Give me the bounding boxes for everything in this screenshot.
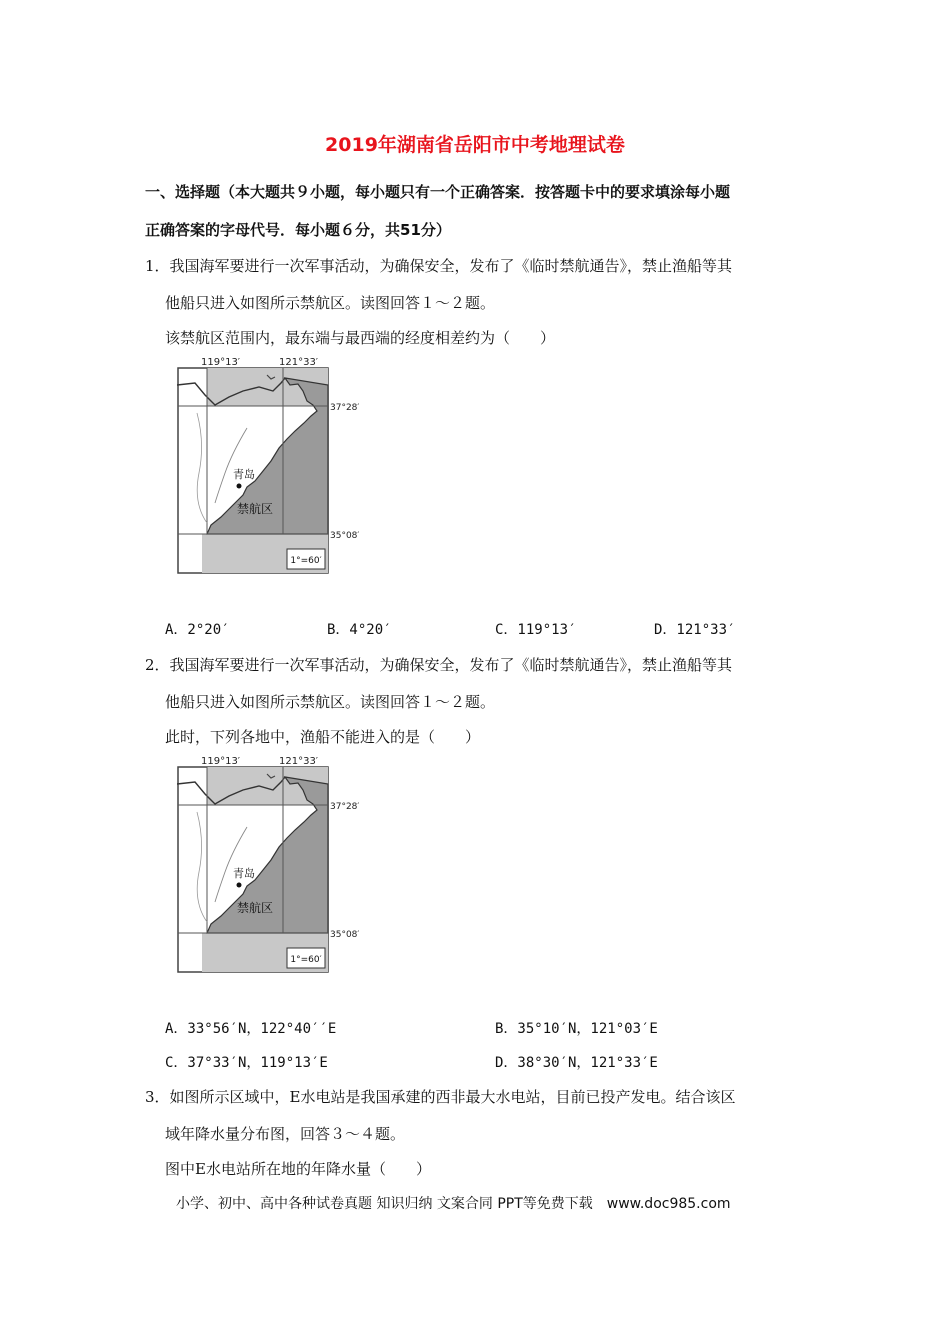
map-figure-q2 (177, 752, 359, 976)
q2-option-b[interactable]: B．35°10′N，121°03′E (495, 1021, 658, 1037)
city-marker-icon (237, 883, 242, 888)
q2-option-a[interactable]: A．33°56′N，122°40′′E (165, 1021, 337, 1037)
q2-stem-line2: 他船只进入如图所示禁航区。读图回答１～２题。 (165, 693, 496, 711)
q3-stem-line1: 3．如图所示区域中，E水电站是我国承建的西非最大水电站，目前已投产发电。结合该区 (145, 1088, 736, 1106)
map-figure-q1 (177, 353, 359, 577)
page-title: 2019年湖南省岳阳市中考地理试卷 (325, 134, 625, 156)
q1-prompt: 该禁航区范围内，最东端与最西端的经度相差约为（ ） (165, 329, 556, 347)
map-zone-label: 禁航区 (237, 502, 274, 516)
map-scale-label: 1°=60′ (290, 556, 322, 566)
map-lon-east-label: 121°33′ (279, 756, 319, 767)
map-lat-south-label: 35°08′ (330, 930, 359, 940)
q2-stem-line1: 2．我国海军要进行一次军事活动，为确保安全，发布了《临时禁航通告》，禁止渔船等其 (145, 656, 733, 674)
section-heading-line2: 正确答案的字母代号．每小题６分，共51分） (145, 221, 451, 239)
map-scale-label: 1°=60′ (290, 955, 322, 965)
q3-prompt: 图中E水电站所在地的年降水量（ ） (165, 1160, 431, 1178)
page-footer: 小学、初中、高中各种试卷真题 知识归纳 文案合同 PPT等免费下载 www.doc985.com (176, 1196, 731, 1212)
q2-prompt: 此时，下列各地中，渔船不能进入的是（ ） (165, 728, 481, 746)
city-marker-icon (237, 484, 242, 489)
map-zone-label: 禁航区 (237, 901, 274, 915)
map-lat-south-label: 35°08′ (330, 531, 359, 541)
section-heading-line1: 一、选择题（本大题共９小题，每小题只有一个正确答案．按答题卡中的要求填涂每小题 (145, 183, 731, 201)
q1-stem-line1: 1．我国海军要进行一次军事活动，为确保安全，发布了《临时禁航通告》，禁止渔船等其 (145, 257, 733, 275)
map-lon-west-label: 119°13′ (201, 756, 241, 767)
q2-option-c[interactable]: C．37°33′N，119°13′E (165, 1055, 328, 1071)
q1-option-a[interactable]: A．2°20′ (165, 622, 230, 638)
map-city-label: 青岛 (233, 867, 255, 880)
q1-option-b[interactable]: B．4°20′ (327, 622, 392, 638)
q3-stem-line2: 域年降水量分布图，回答３～４题。 (165, 1125, 406, 1143)
q1-stem-line2: 他船只进入如图所示禁航区。读图回答１～２题。 (165, 294, 496, 312)
map-lat-north-label: 37°28′ (330, 403, 359, 413)
q1-option-c[interactable]: C．119°13′ (495, 622, 577, 638)
q2-option-d[interactable]: D．38°30′N，121°33′E (495, 1055, 658, 1071)
map-lat-north-label: 37°28′ (330, 802, 359, 812)
map-city-label: 青岛 (233, 468, 255, 481)
q1-option-d[interactable]: D．121°33′ (654, 622, 736, 638)
map-lon-east-label: 121°33′ (279, 357, 319, 368)
map-lon-west-label: 119°13′ (201, 357, 241, 368)
